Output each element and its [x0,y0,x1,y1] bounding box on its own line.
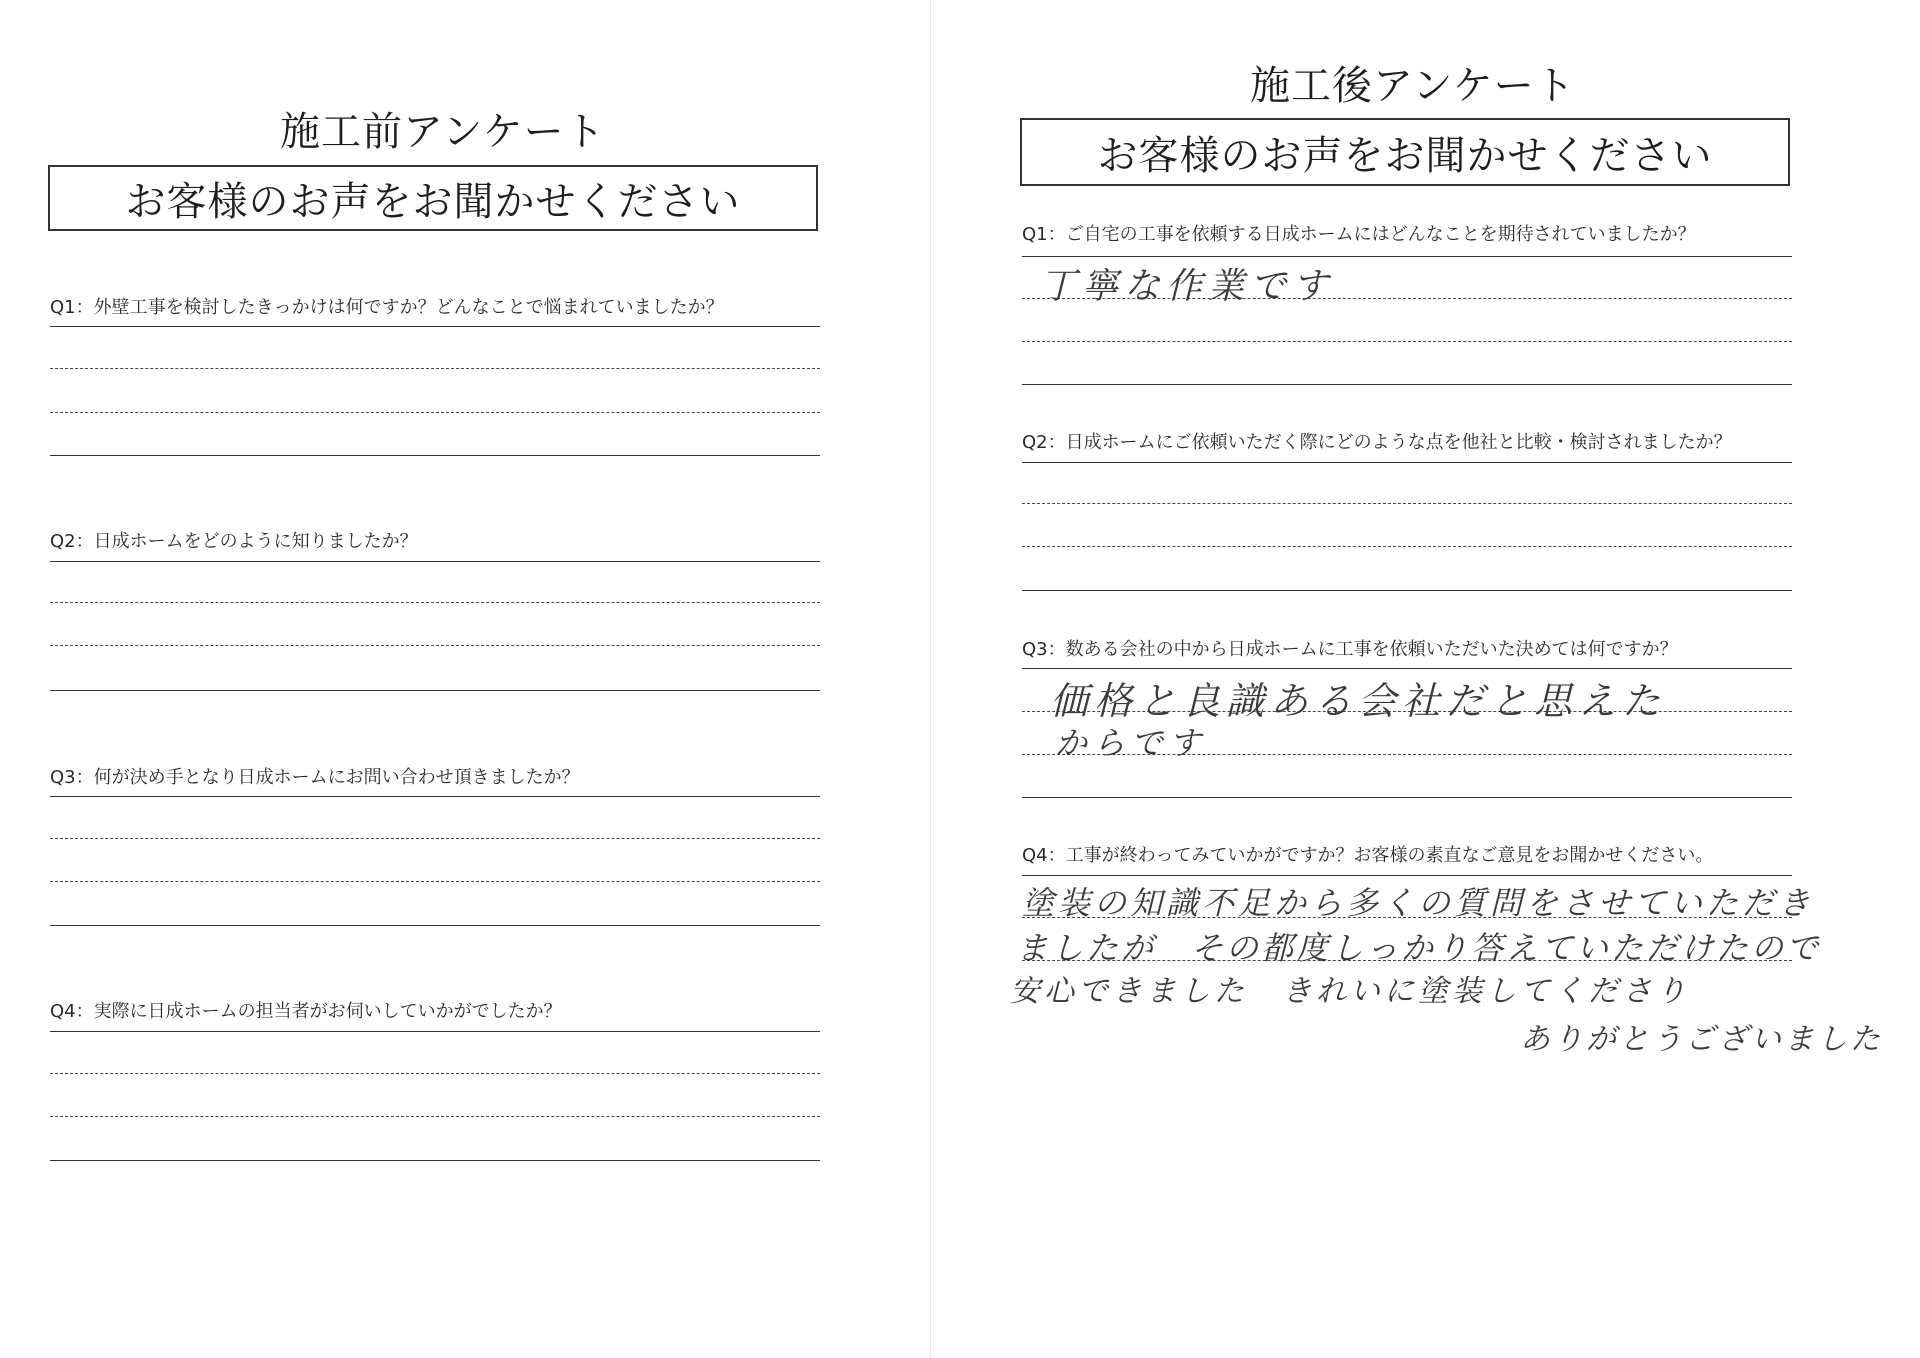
after-survey-subtitle-box [1020,118,1790,186]
before-q4-answer-line-1[interactable] [50,1073,820,1074]
after-q3-rule [1022,668,1792,669]
before-q2-label: Q2：日成ホームをどのように知りましたか？ [50,531,418,552]
after-survey-subtitle: お客様のお声をお聞かせください [1097,132,1713,179]
before-q2-rule [50,561,820,562]
before-q1-answer-line-2[interactable] [50,412,820,413]
before-q1-rule [50,326,820,327]
after-q3-answer-line-3[interactable] [1022,797,1792,798]
after-q4-handwritten-answer-line-4: ありがとうございました [1520,1022,1883,1057]
after-q1-handwritten-answer: 丁寧な作業です [1040,266,1335,307]
before-q3-answer-line-2[interactable] [50,881,820,882]
after-q1-answer-line-2[interactable] [1022,341,1792,342]
before-construction-survey [0,0,930,1358]
after-q3-label: Q3：数ある会社の中から日成ホームに工事を依頼いただいた決めては何ですか？ [1022,639,1678,660]
after-q2-label: Q2：日成ホームにご依頼いただく際にどのような点を他社と比較・検討されましたか？ [1022,432,1732,453]
before-q3-rule [50,796,820,797]
after-construction-survey [930,0,1920,1358]
before-q2-answer-line-1[interactable] [50,602,820,603]
before-survey-subtitle: お客様のお声をお聞かせください [125,178,741,225]
before-q1-label: Q1：外壁工事を検討したきっかけは何ですか？どんなことで悩まれていましたか？ [50,297,724,318]
after-q4-handwritten-answer-line-1: 塗装の知識不足から多くの質問をさせていただき [1022,884,1815,922]
after-q4-label: Q4：工事が終わってみていかがですか？お客様の素直なご意見をお聞かせください。 [1022,845,1714,866]
before-q1-answer-line-3[interactable] [50,455,820,456]
after-survey-title: 施工後アンケート [1250,63,1576,109]
after-q3-handwritten-answer-line-2: からです [1055,724,1207,762]
after-q3-handwritten-answer-line-1: 価格と良識ある会社だと思えた [1050,679,1667,723]
after-q4-handwritten-answer-line-2: ましたが その都度しっかり答えていただけたので [1016,929,1822,967]
before-q4-answer-line-3[interactable] [50,1160,820,1161]
before-q4-label: Q4：実際に日成ホームの担当者がお伺いしていかがでしたか？ [50,1001,562,1022]
before-q2-answer-line-2[interactable] [50,645,820,646]
before-q3-answer-line-1[interactable] [50,838,820,839]
after-q4-handwritten-answer-line-3: 安心できました きれいに塗装してくださり [1010,974,1690,1009]
before-survey-title: 施工前アンケート [280,109,606,155]
before-survey-subtitle-box [48,165,818,231]
after-q2-answer-line-1[interactable] [1022,503,1792,504]
before-q4-rule [50,1031,820,1032]
after-q1-label: Q1：ご自宅の工事を依頼する日成ホームにはどんなことを期待されていましたか？ [1022,224,1696,245]
after-q1-rule [1022,256,1792,257]
after-q2-rule [1022,462,1792,463]
before-q2-answer-line-3[interactable] [50,690,820,691]
before-q3-label: Q3：何が決め手となり日成ホームにお問い合わせ頂きましたか？ [50,767,580,788]
before-q4-answer-line-2[interactable] [50,1116,820,1117]
after-q2-answer-line-2[interactable] [1022,546,1792,547]
after-q1-answer-line-3[interactable] [1022,384,1792,385]
before-q3-answer-line-3[interactable] [50,925,820,926]
after-q2-answer-line-3[interactable] [1022,590,1792,591]
after-q4-rule [1022,875,1792,876]
before-q1-answer-line-1[interactable] [50,368,820,369]
